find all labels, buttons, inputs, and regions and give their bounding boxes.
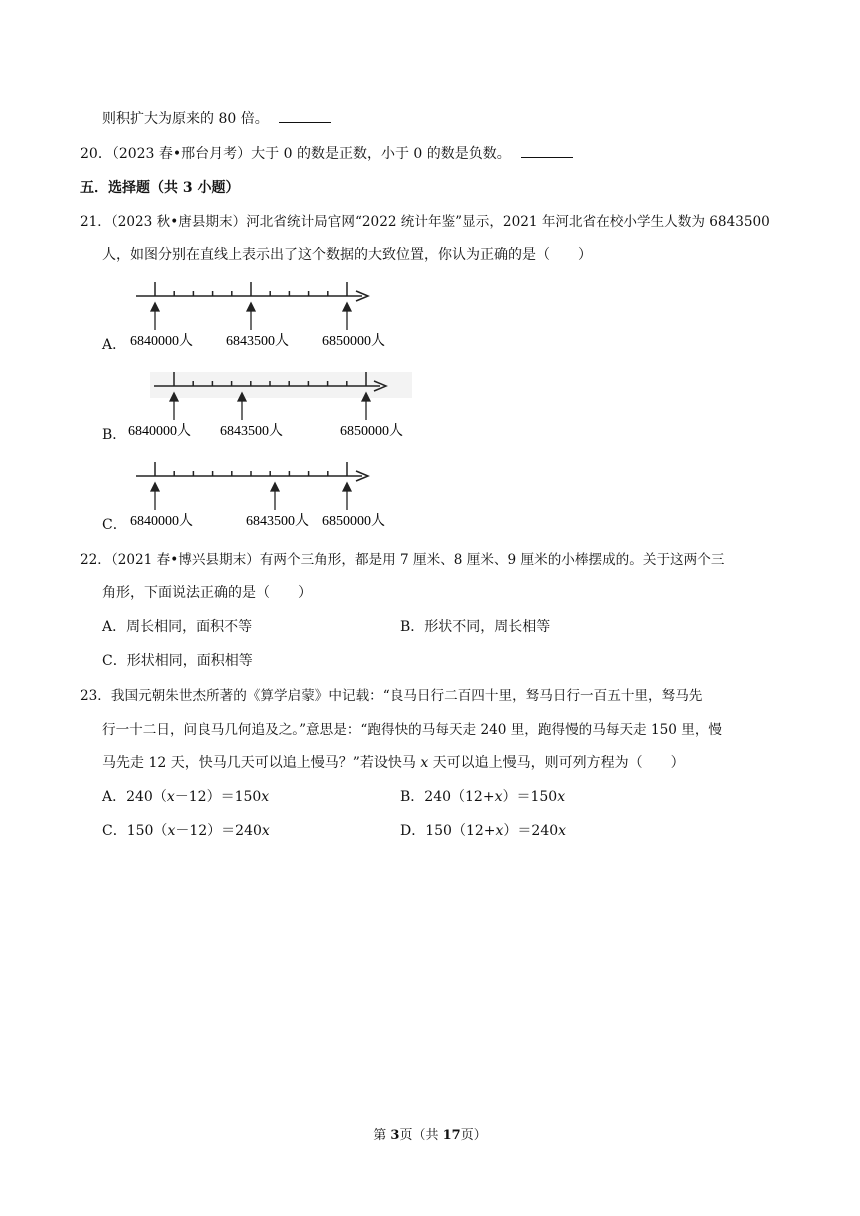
footer-mid: 页（共 (399, 1128, 443, 1143)
q23-text-3a: 马先走 12 天，快马几天可以追上慢马？”若设快马 (102, 755, 421, 771)
q23-text-1: 我国元朝朱世杰所著的《算学启蒙》中记载：“良马日行二百四十里，驽马日行一百五十里，驽马先 (110, 688, 703, 704)
q23-line3 (102, 753, 685, 773)
q23-option-c-mid: －12）＝240 (175, 823, 262, 839)
q23-option-c-var2: x (261, 823, 270, 839)
q20-line (80, 143, 573, 164)
q23-number: 23． (80, 688, 111, 704)
q23-option-c[interactable] (102, 821, 270, 841)
label-a-2: 6843500人 (226, 334, 289, 349)
q23-line1 (80, 686, 702, 706)
number-line-a (136, 291, 368, 301)
answer-blank-q20[interactable] (521, 143, 573, 158)
q22-text-1: （2021 春•博兴县期末）有两个三角形，都是用 7 厘米、8 厘米、9 厘米的小棒摆成的。关于这两个三 (110, 552, 725, 568)
q21-option-c-number-line (130, 458, 400, 530)
number-line-c (136, 471, 368, 481)
q20-number: 20． (80, 146, 112, 162)
footer-post: 页） (460, 1128, 487, 1143)
q21-text-1: （2023 秋•唐县期末）河北省统计局官网“2022 统计年鉴”显示，2021 年河北省在校小学生人数为 6843500 (110, 214, 770, 230)
q23-option-a[interactable] (102, 787, 269, 807)
label-b-1: 6840000人 (128, 424, 191, 439)
label-b-2: 6843500人 (220, 424, 283, 439)
q23-variable: x (420, 755, 429, 771)
label-a-3: 6850000人 (322, 334, 385, 349)
q23-option-b-pre: B．240（12+ (400, 789, 495, 805)
label-c-2: 6843500人 (246, 514, 309, 529)
arrows-c (151, 483, 351, 510)
section-title: 五．选择题（共 3 小题） (80, 180, 240, 196)
q23-option-d-var1: x (495, 823, 504, 839)
footer-pre: 第 (373, 1128, 391, 1143)
q23-option-d-mid: ）＝240 (503, 823, 559, 839)
q23-option-b-mid: ）＝150 (502, 789, 558, 805)
q21-line1 (80, 212, 770, 232)
footer-page-number: 3 (390, 1128, 400, 1143)
answer-blank-q19[interactable] (279, 108, 331, 123)
q22-number: 22． (80, 552, 111, 568)
q21-option-a-letter[interactable]: A． (102, 337, 127, 353)
q21-option-b-number-line (122, 368, 417, 440)
q23-option-d-pre: D．150（12+ (400, 823, 496, 839)
label-c-3: 6850000人 (322, 514, 385, 529)
q22-option-b[interactable]: B．形状不同，周长相等 (400, 619, 551, 635)
q19-tail-text: 则积扩大为原来的 80 倍。 (102, 111, 269, 127)
q23-line2: 行一十二日，问良马几何追及之。”意思是：“跑得快的马每天走 240 里，跑得慢的马每天走 150 里，慢 (102, 722, 723, 738)
q23-option-a-var2: x (261, 789, 270, 805)
q23-option-c-pre: C．150（ (102, 823, 168, 839)
arrows-a (151, 303, 351, 330)
q23-option-c-var1: x (167, 823, 176, 839)
q23-option-b-var2: x (557, 789, 566, 805)
q22-option-c[interactable]: C．形状相同，面积相等 (102, 653, 253, 669)
label-a-1: 6840000人 (130, 334, 193, 349)
label-c-1: 6840000人 (130, 514, 193, 529)
q22-option-a[interactable]: A．周长相同，面积不等 (102, 619, 253, 635)
q20-text: （2023 春•邢台月考）大于 0 的数是正数，小于 0 的数是负数。 (111, 146, 511, 162)
q21-option-b-letter[interactable]: B． (102, 427, 127, 443)
q23-option-b[interactable] (400, 787, 565, 807)
q23-option-a-var1: x (166, 789, 175, 805)
page-footer (0, 1124, 860, 1143)
q22-line1 (80, 550, 724, 570)
q21-line2: 人，如图分别在直线上表示出了这个数据的大致位置，你认为正确的是（ ） (102, 247, 592, 263)
q21-option-c-letter[interactable]: C． (102, 517, 127, 533)
q22-line2: 角形，下面说法正确的是（ ） (102, 585, 312, 601)
q21-number: 21． (80, 214, 111, 230)
q23-option-a-pre: A．240（ (102, 789, 167, 805)
q23-text-3b: 天可以追上慢马，则可列方程为（ ） (428, 755, 685, 771)
footer-total-pages: 17 (442, 1128, 461, 1143)
q23-option-b-var1: x (494, 789, 503, 805)
q23-option-d-var2: x (558, 823, 567, 839)
q23-option-d[interactable] (400, 821, 566, 841)
q19-tail-line (102, 108, 331, 129)
q23-option-a-mid: －12）＝150 (174, 789, 262, 805)
label-b-3: 6850000人 (340, 424, 403, 439)
q21-option-a-number-line (130, 278, 400, 350)
